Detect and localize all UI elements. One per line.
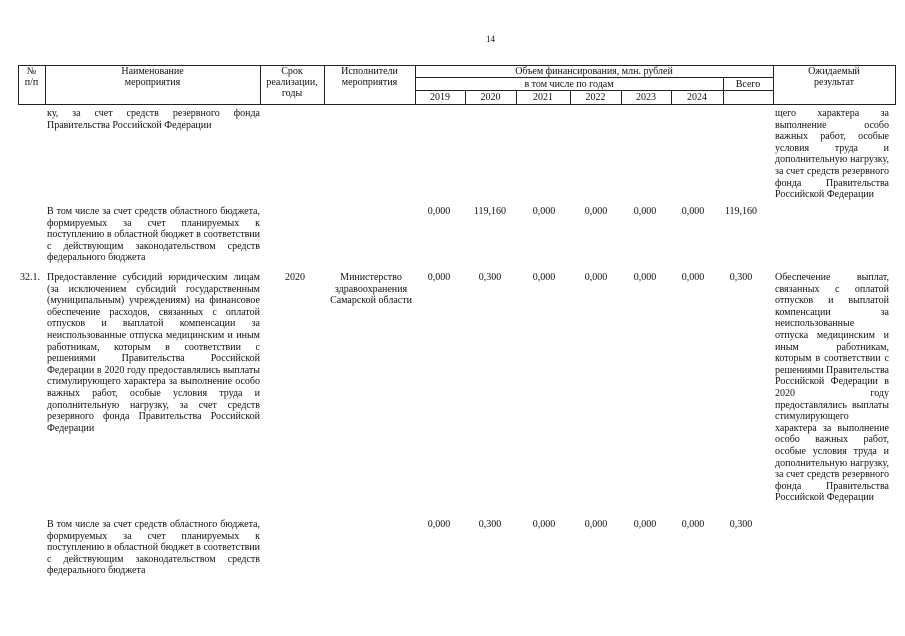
row-3-value-2019: 0,000 <box>427 519 451 530</box>
row-0-result: щего характера за выполнение особо важных работ, особые условия труда и дополнительную нагрузку, за счет средств резервного фонда Правительства Российской Федерации <box>775 108 889 201</box>
row-2-total: 0,300 <box>729 272 753 283</box>
row-3-total: 0,300 <box>729 519 753 530</box>
header-name: Наименование мероприятия <box>121 66 184 88</box>
row-1-value-2021: 0,000 <box>532 206 556 217</box>
row-1-total: 119,160 <box>724 206 758 217</box>
row-3-value-2023: 0,000 <box>633 519 657 530</box>
header-total: Всего <box>735 79 761 90</box>
row-1-name: В том числе за счет средств областного бюджета, формируемых за счет планируемых к поступлению в областной бюджет в соответствии с действующим законодательством средств федерального бюджета <box>47 206 260 264</box>
row-2-value-2020: 0,300 <box>478 272 502 283</box>
row-0-name: ку, за счет средств резервного фонда Правительства Российской Федерации <box>47 108 260 131</box>
row-2-result: Обеспечение выплат, связанных с оплатой отпусков и выплатой компенсации за неиспользованные отпуска медицинским и иным работникам, которым в соответствии с решениями Правительства Российской Федерации в 2020 году предоставлялись выплаты стимулирующего характера за выполнение особо важных работ, особые условия труда и дополнительную нагрузку, за счет средств резервного фонда Правительства Российской Федерации <box>775 272 889 504</box>
row-1-value-2024: 0,000 <box>681 206 705 217</box>
header-year-2023: 2023 <box>636 92 656 103</box>
row-2-executor: Министерство здравоохранения Самарской области <box>330 272 412 307</box>
row-2-value-2024: 0,000 <box>681 272 705 283</box>
header-funding: Объем финансирования, млн. рублей <box>515 66 673 77</box>
header-year-2021: 2021 <box>533 92 553 103</box>
header-year-2024: 2024 <box>687 92 707 103</box>
row-3-value-2024: 0,000 <box>681 519 705 530</box>
row-3-value-2021: 0,000 <box>532 519 556 530</box>
row-2-name: Предоставление субсидий юридическим лицам (за исключением субсидий государственным (муниципальным) учреждениям) на финансовое обеспечение расходов, связанных с оплатой отпусков и выплатой компенсации за неиспользованные отпуска медицинским и иным работникам, которым в соответствии с решениями Правительства Российской Федерации в 2020 году предоставлялись выплаты стимулирующего характера за выполнение особо важных работ, особые условия труда и дополнительную нагрузку, за счет средств резервного фонда Правительства Российской Федерации <box>47 272 260 434</box>
header-executors: Исполнители мероприятия <box>341 66 398 88</box>
row-1-value-2023: 0,000 <box>633 206 657 217</box>
row-3-value-2020: 0,300 <box>478 519 502 530</box>
row-2-term: 2020 <box>285 272 305 283</box>
header-num: № п/п <box>24 66 39 88</box>
row-3-name: В том числе за счет средств областного бюджета, формируемых за счет планируемых к поступлению в областной бюджет в соответствии с действующим законодательством средств федерального бюджета <box>47 519 260 577</box>
row-3-value-2022: 0,000 <box>584 519 608 530</box>
header-by-years: в том числе по годам <box>524 79 614 90</box>
table-header <box>18 65 896 105</box>
page-number: 14 <box>486 34 495 44</box>
header-term: Срок реализации, годы <box>266 66 318 99</box>
header-year-2022: 2022 <box>585 92 606 103</box>
row-2-value-2023: 0,000 <box>633 272 657 283</box>
row-1-value-2022: 0,000 <box>584 206 608 217</box>
row-1-value-2019: 0,000 <box>427 206 451 217</box>
header-result: Ожидаемый результат <box>808 66 860 88</box>
row-2-num: 32.1. <box>20 272 40 283</box>
row-1-value-2020: 119,160 <box>473 206 507 217</box>
row-2-value-2021: 0,000 <box>532 272 556 283</box>
row-2-value-2022: 0,000 <box>584 272 608 283</box>
header-year-2020: 2020 <box>480 92 501 103</box>
row-2-value-2019: 0,000 <box>427 272 451 283</box>
header-year-2019: 2019 <box>430 92 450 103</box>
